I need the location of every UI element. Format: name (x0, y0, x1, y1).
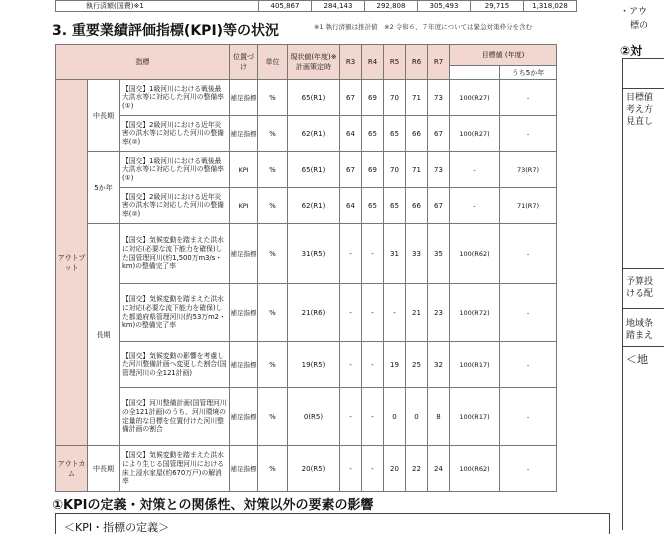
year-value: 8 (428, 388, 450, 446)
year-value: 33 (406, 224, 428, 284)
year-value: 19 (384, 342, 406, 388)
target-cell: 100(R27) (450, 116, 500, 152)
budget-value: 29,715 (471, 1, 524, 12)
current-value-cell: 20(R5) (288, 446, 340, 492)
unit-cell: % (258, 116, 288, 152)
year-value: - (340, 446, 362, 492)
year-value: 35 (428, 224, 450, 284)
year-value: 67 (428, 188, 450, 224)
current-value-cell: 65(R1) (288, 152, 340, 188)
position-cell: 補足指標 (230, 284, 258, 342)
target-5yr-cell: - (500, 284, 557, 342)
right-text: 見直し (626, 117, 654, 127)
year-value: - (340, 342, 362, 388)
target-5yr-cell: - (500, 388, 557, 446)
year-value: 65 (384, 116, 406, 152)
term-label: 5か年 (88, 152, 120, 224)
unit-cell: % (258, 342, 288, 388)
definition-box-label: ＜KPI・指標の定義＞ (64, 521, 170, 534)
target-cell: 100(R62) (450, 224, 500, 284)
table-row (56, 188, 557, 224)
table-row (56, 152, 557, 188)
right-text: 目標値 (626, 93, 654, 103)
target-5yr-cell: 73(R7) (500, 152, 557, 188)
target-cell: 100(R72) (450, 284, 500, 342)
budget-value: 405,867 (259, 1, 312, 12)
position-cell: 補足指標 (230, 116, 258, 152)
current-value-cell: 31(R5) (288, 224, 340, 284)
year-value: 69 (362, 152, 384, 188)
year-value: - (362, 446, 384, 492)
header-target: 目標値 (年度) (450, 45, 557, 66)
right-text: ＜地 (626, 353, 648, 366)
kpi-table (55, 44, 557, 492)
table-row (56, 116, 557, 152)
unit-cell: % (258, 388, 288, 446)
current-value-cell: 62(R1) (288, 116, 340, 152)
position-cell: 補足指標 (230, 342, 258, 388)
group-output: アウトプット (56, 80, 88, 446)
target-5yr-cell: - (500, 224, 557, 284)
year-value: - (340, 284, 362, 342)
header-target-5yr: うち5か年 (500, 66, 557, 80)
header-current-value: 現状値(年度)※計画策定時 (288, 45, 340, 80)
year-value: 22 (406, 446, 428, 492)
right-panel-partial (614, 0, 664, 530)
indicator-name: 【国交】気候変動を踏まえた洪水に対応(必要な流下能力を確保)した都道府県管理河川(約53万m2・km)の整備完了率 (120, 284, 230, 342)
target-5yr-cell: - (500, 80, 557, 116)
indicator-name: 【国交】気候変動を踏まえた洪水に対応(必要な流下能力を確保)した国管理河川(約1,500万m3/s・km)の整備完了率 (120, 224, 230, 284)
year-value: - (362, 284, 384, 342)
indicator-name: 【国交】1級河川における戦後最大洪水等に対応した河川の整備率(①) (120, 152, 230, 188)
section-note: ※1 執行済額は推計値 ※2 令和６、７年度については緊急対策枠分を含む (314, 23, 533, 31)
current-value-cell: 62(R1) (288, 188, 340, 224)
position-cell: KPI (230, 152, 258, 188)
table-row (56, 342, 557, 388)
target-cell: 100(R27) (450, 80, 500, 116)
budget-value: 284,143 (312, 1, 365, 12)
budget-summary-row (55, 0, 577, 12)
section-title: 3. 重要業績評価指標(KPI)等の状況 (52, 23, 280, 39)
year-value: - (340, 388, 362, 446)
right-text: 標の (630, 21, 649, 31)
subsection-title: ①KPIの定義・対策との関係性、対策以外の要素の影響 (52, 498, 374, 513)
year-value: 66 (406, 116, 428, 152)
year-value: 70 (384, 80, 406, 116)
definition-box (55, 513, 610, 534)
year-value: 71 (406, 80, 428, 116)
year-value: 32 (428, 342, 450, 388)
term-label: 中長期 (88, 80, 120, 152)
year-value: 23 (428, 284, 450, 342)
indicator-name: 【国交】1級河川における戦後最大洪水等に対応した河川の整備率(①) (120, 80, 230, 116)
table-row (56, 224, 557, 284)
term-label: 長期 (88, 224, 120, 446)
indicator-name: 【国交】2級河川における近年災害の洪水等に対応した河川の整備率(②) (120, 116, 230, 152)
target-cell: 100(R62) (450, 446, 500, 492)
budget-value: 305,493 (418, 1, 471, 12)
right-text: 踏まえ (626, 331, 654, 341)
right-section-title: ②対 (620, 44, 643, 58)
right-text: ・アウ (620, 7, 648, 17)
header-year: R3 (340, 45, 362, 80)
indicator-name: 【国交】2級河川における近年災害の洪水等に対応した河川の整備率(②) (120, 188, 230, 224)
header-position: 位置づけ (230, 45, 258, 80)
header-unit: 単位 (258, 45, 288, 80)
year-value: - (362, 388, 384, 446)
group-outcome: アウトカム (56, 446, 88, 492)
right-text: 考え方 (626, 105, 654, 115)
year-value: 73 (428, 152, 450, 188)
current-value-cell: 21(R6) (288, 284, 340, 342)
target-cell: 100(R17) (450, 388, 500, 446)
year-value: 71 (406, 152, 428, 188)
unit-cell: % (258, 284, 288, 342)
indicator-name: 【国交】河川整備計画(国管理河川の全121計画)のうち、河川環境の定量的な目標を位置付けた河川整備計画の割合 (120, 388, 230, 446)
year-value: 64 (340, 116, 362, 152)
indicator-name: 【国交】気候変動を踏まえた洪水により生じる国管理河川における床上浸水家屋(約670万戸)の解消率 (120, 446, 230, 492)
year-value: 67 (340, 80, 362, 116)
unit-cell: % (258, 188, 288, 224)
year-value: - (362, 224, 384, 284)
current-value-cell: 19(R5) (288, 342, 340, 388)
year-value: 65 (362, 116, 384, 152)
indicator-name: 【国交】気候変動の影響を考慮した河川整備計画へ変更した割合(国管理河川の全121計画) (120, 342, 230, 388)
year-value: 24 (428, 446, 450, 492)
year-value: 31 (384, 224, 406, 284)
unit-cell: % (258, 80, 288, 116)
header-indicator: 指標 (56, 45, 230, 80)
right-text: 予算投 (626, 277, 654, 287)
table-row (56, 388, 557, 446)
target-cell: - (450, 152, 500, 188)
budget-value: 292,808 (365, 1, 418, 12)
year-value: 70 (384, 152, 406, 188)
year-value: 64 (340, 188, 362, 224)
position-cell: 補足指標 (230, 388, 258, 446)
year-value: 67 (428, 116, 450, 152)
table-row (56, 80, 557, 116)
unit-cell: % (258, 224, 288, 284)
header-year: R6 (406, 45, 428, 80)
year-value: 0 (384, 388, 406, 446)
target-5yr-cell: 71(R7) (500, 188, 557, 224)
target-cell: 100(R17) (450, 342, 500, 388)
unit-cell: % (258, 152, 288, 188)
target-cell: - (450, 188, 500, 224)
unit-cell: % (258, 446, 288, 492)
year-value: - (340, 224, 362, 284)
header-year: R4 (362, 45, 384, 80)
year-value: - (362, 342, 384, 388)
right-text: ける配 (626, 289, 654, 299)
year-value: 66 (406, 188, 428, 224)
year-value: 21 (406, 284, 428, 342)
budget-row-label: 執行済額(国費)※1 (56, 1, 259, 12)
target-5yr-cell: - (500, 342, 557, 388)
year-value: - (384, 284, 406, 342)
table-row (56, 446, 557, 492)
year-value: 69 (362, 80, 384, 116)
term-label: 中長期 (88, 446, 120, 492)
position-cell: KPI (230, 188, 258, 224)
position-cell: 補足指標 (230, 80, 258, 116)
current-value-cell: 0(R5) (288, 388, 340, 446)
year-value: 65 (362, 188, 384, 224)
current-value-cell: 65(R1) (288, 80, 340, 116)
year-value: 73 (428, 80, 450, 116)
position-cell: 補足指標 (230, 224, 258, 284)
right-text: 地域条 (626, 319, 654, 329)
header-year: R7 (428, 45, 450, 80)
year-value: 0 (406, 388, 428, 446)
table-row (56, 284, 557, 342)
header-year: R5 (384, 45, 406, 80)
year-value: 65 (384, 188, 406, 224)
year-value: 67 (340, 152, 362, 188)
year-value: 25 (406, 342, 428, 388)
year-value: 20 (384, 446, 406, 492)
position-cell: 補足指標 (230, 446, 258, 492)
target-5yr-cell: - (500, 446, 557, 492)
target-5yr-cell: - (500, 116, 557, 152)
budget-value: 1,318,028 (524, 1, 577, 12)
